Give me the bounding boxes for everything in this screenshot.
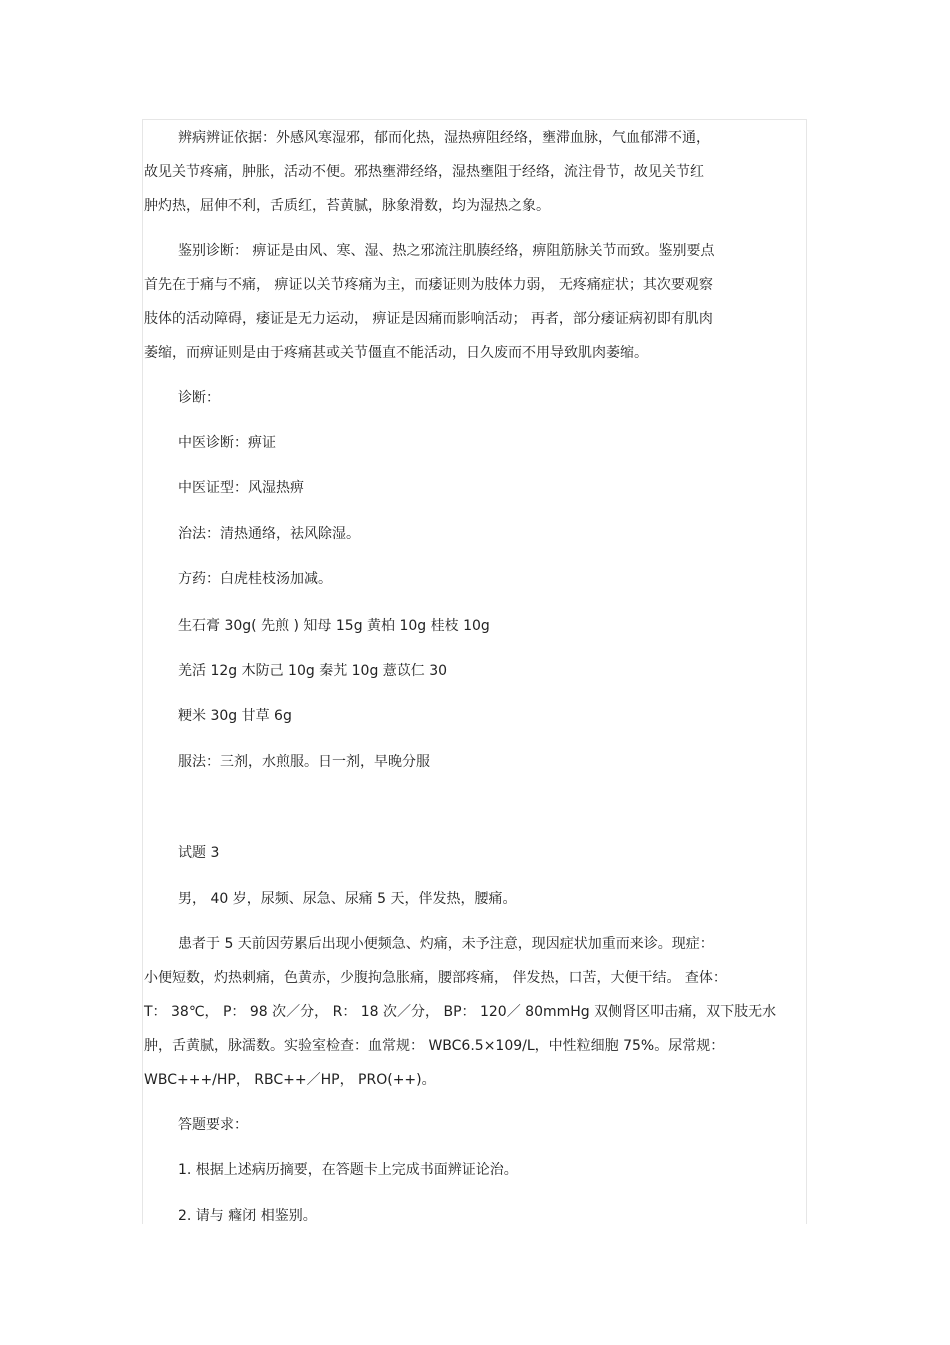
basis-line-1: 辨病辨证依据：外感风寒湿邪，郁而化热，湿热痹阻经络，壅滞血脉，气血郁滞不通， [178, 130, 710, 146]
history-line-3: T： 38℃， P： 98 次／分， R： 18 次／分， BP： 120／ 80mmHg 双侧肾区叩击痛，双下肢无水 [144, 1004, 777, 1020]
history-line-5: WBC+++/HP， RBC++／HP， PRO(++)。 [144, 1072, 436, 1088]
prescription: 方药：白虎桂枝汤加减。 [178, 571, 332, 587]
history-line-1: 患者于 5 天前因劳累后出现小便频急、灼痛，未予注意，现因症状加重而来诊。现症： [178, 936, 714, 952]
tcm-syndrome: 中医证型：风湿热痹 [178, 480, 304, 496]
basis-line-3: 肿灼热，屈伸不利，舌质红，苔黄腻，脉象滑数，均为湿热之象。 [144, 198, 550, 214]
basis-line-2: 故见关节疼痛，肿胀，活动不便。邪热壅滞经络，湿热壅阻于经络，流注骨节，故见关节红 [144, 164, 704, 180]
treatment-method: 治法：清热通络，祛风除湿。 [178, 526, 360, 542]
question-title: 试题 3 [178, 845, 220, 861]
herbs-line-2: 羌活 12g 木防己 10g 秦艽 10g 薏苡仁 30 [178, 663, 448, 679]
differential-line-3: 肢体的活动障碍，痿证是无力运动， 痹证是因痛而影响活动； 再者，部分痿证病初即有肌肉 [144, 311, 713, 327]
herbs-line-3: 粳米 30g 甘草 6g [178, 708, 292, 724]
differential-line-4: 萎缩，而痹证则是由于疼痛甚或关节僵直不能活动，日久废而不用导致肌肉萎缩。 [144, 345, 648, 361]
differential-line-1: 鉴别诊断： 痹证是由风、寒、湿、热之邪流注肌腠经络，痹阻筋脉关节而致。鉴别要点 [178, 243, 715, 259]
diagnosis-heading: 诊断： [178, 390, 220, 406]
differential-line-2: 首先在于痛与不痛， 痹证以关节疼痛为主，而痿证则为肢体力弱， 无疼痛症状；其次要观察 [144, 277, 713, 293]
requirements-heading: 答题要求： [178, 1117, 248, 1133]
dosage: 服法：三剂，水煎服。日一剂，早晚分服 [178, 754, 430, 770]
tcm-diagnosis: 中医诊断：痹证 [178, 435, 276, 451]
herbs-line-1: 生石膏 30g( 先煎 ) 知母 15g 黄柏 10g 桂枝 10g [178, 618, 490, 634]
requirement-2: 2. 请与 癃闭 相鉴别。 [178, 1208, 317, 1224]
requirement-1: 1. 根据上述病历摘要，在答题卡上完成书面辨证论治。 [178, 1162, 518, 1178]
history-line-2: 小便短数，灼热刺痛，色黄赤，少腹拘急胀痛，腰部疼痛， 伴发热，口苦，大便干结。 查体： [144, 970, 727, 986]
patient-summary: 男， 40 岁，尿频、尿急、尿痛 5 天，伴发热，腰痛。 [178, 891, 517, 907]
history-line-4: 肿，舌黄腻，脉濡数。实验室检查：血常规： WBC6.5×109/L，中性粒细胞 75%。尿常规： [144, 1038, 725, 1054]
